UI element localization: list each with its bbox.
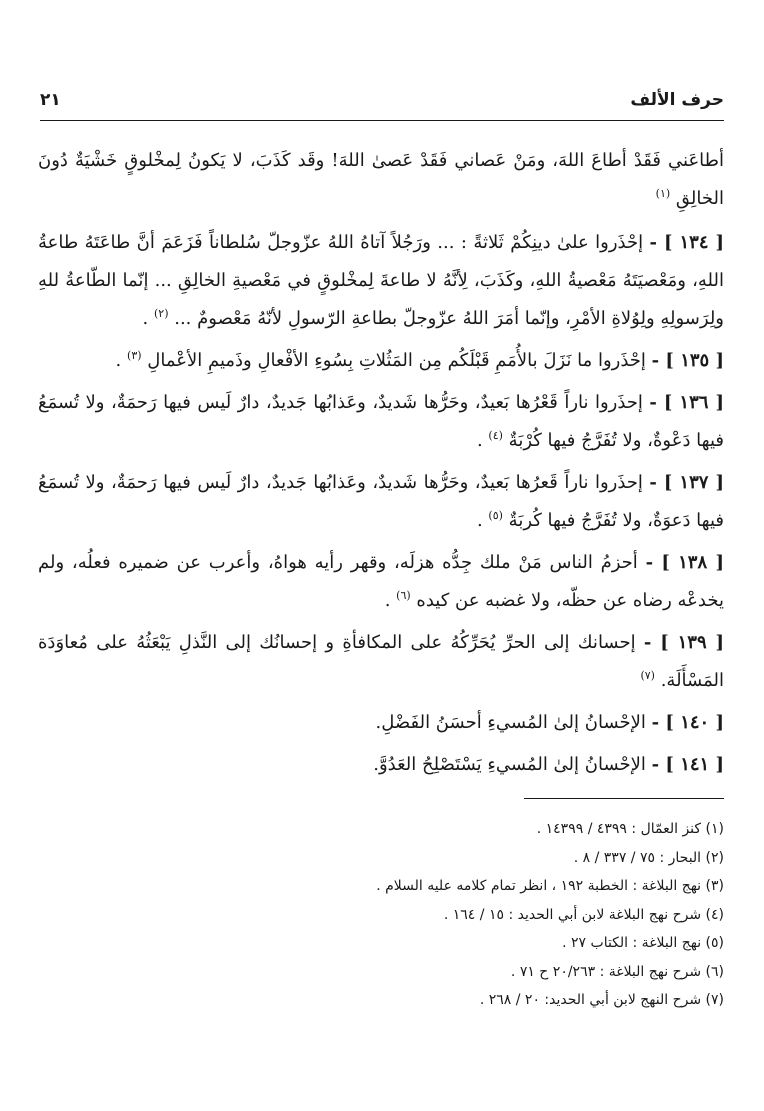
- paragraph-number: [ ١٤١ ] -: [651, 754, 724, 775]
- paragraph-number: [ ١٣٧ ] -: [649, 472, 724, 493]
- paragraph-141: [38, 746, 724, 784]
- paragraph-end: .: [115, 350, 122, 371]
- paragraph-text: أحزمُ الناس مَنْ ملك جِدُّه هزلَه، وقهر رأيه هواهُ، وأعرب عن ضميره فعلُه، ولم يخدعْه رضاه عن حظّه، ولا غضبه عن كيده: [38, 552, 724, 611]
- footnote-ref: (٣): [127, 349, 142, 362]
- footnote-ref: (٦): [396, 589, 411, 602]
- paragraph-continuation: [38, 142, 724, 218]
- footnote-ref: (١): [655, 187, 671, 200]
- paragraph-number: [ ١٣٨ ] -: [645, 552, 724, 573]
- main-text: [38, 142, 724, 788]
- page-number: ٢١: [40, 90, 61, 110]
- paragraph-134: [38, 224, 724, 338]
- paragraph-text: الإحْسانُ إلىٰ المُسيءِ يَسْتَصْلِحُ العَدُوَّ.: [373, 754, 646, 775]
- paragraph-text: إحذَروا ناراً قَعرُها بَعيدٌ، وحَرُّها شَديدٌ، وعَذابُها جَديدٌ، دارٌ لَيس فيها رَحمَةٌ، ولا تُسمَعُ فيها دَعوَةٌ، ولا تُفَرَّجُ فيها كُربَةٌ: [38, 472, 724, 531]
- footnote-ref: (٢): [153, 307, 169, 320]
- footnote-3: (٣) نهج البلاغة : الخطبة ١٩٢ ، انظر تمام كلامه عليه السلام .: [376, 878, 724, 894]
- paragraph-138: [38, 544, 724, 620]
- page-header: [40, 86, 724, 116]
- footnotes: [40, 815, 724, 1015]
- paragraph-137: [38, 464, 724, 540]
- paragraph-number: [ ١٣٤ ] -: [649, 232, 724, 253]
- footnote-7: (٧) شرح النهج لابن أبي الحديد: ٢٠ / ٢٦٨ .: [479, 992, 724, 1008]
- paragraph-end: .: [476, 430, 483, 451]
- paragraph-number: [ ١٤٠ ] -: [651, 712, 724, 733]
- paragraph-text: إحسانك إلى الحرِّ يُحَرِّكُهُ على المكافأةِ و إحسانُك إلى النَّذلِ يَبْعَثُهُ على مُعاوَدَة المَسْأَلَة.: [38, 632, 724, 691]
- footnote-ref: (٧): [640, 669, 655, 682]
- paragraph-number: [ ١٣٦ ] -: [649, 392, 724, 413]
- paragraph-139: [38, 624, 724, 700]
- paragraph-number: [ ١٣٩ ] -: [643, 632, 724, 653]
- header-title: حرف الألف: [630, 90, 724, 110]
- footnote-1: (١) كنز العمّال : ٤٣٩٩ / ١٤٣٩٩ .: [536, 821, 724, 837]
- paragraph-text: إحْذَروا ما نَزَلَ بالأُمَمِ قَبْلَكُم مِن المَثُلاتِ بِسُوءِ الأفْعالِ وذَميمِ الأعْمالِ: [147, 350, 646, 371]
- paragraph-text: الإحْسانُ إلىٰ المُسيءِ أحسَنُ الفَضْلِ.: [375, 712, 646, 733]
- footnote-ref: (٥): [488, 509, 503, 522]
- paragraph-135: [38, 342, 724, 380]
- paragraph-number: [ ١٣٥ ] -: [651, 350, 724, 371]
- footnote-4: (٤) شرح نهج البلاغة لابن أبي الحديد : ١٥ / ١٦٤ .: [443, 906, 724, 923]
- footnotes-divider: [524, 798, 724, 799]
- paragraph-end: .: [384, 590, 391, 611]
- footnote-ref: (٤): [488, 429, 503, 442]
- footnote-6: (٦) شرح نهج البلاغة : ٢٠/٢٦٣ ح ٧١ .: [510, 963, 724, 980]
- footnote-2: (٢) البحار : ٧٥ / ٣٣٧ / ٨ .: [573, 849, 724, 866]
- paragraph-end: .: [476, 510, 483, 531]
- footnote-5: (٥) نهج البلاغة : الكتاب ٢٧ .: [562, 935, 724, 951]
- paragraph-text: إحْذَروا علىٰ دينِكُمْ ثَلاثةً : ... ورَجُلاً آتاهُ اللهُ عزّوجلّ سُلطاناً فَزَعَمَ أنَّ طاعَتَهُ طاعةُ اللهِ، ومَعْصيَتَهُ مَعْصيةُ اللهِ، وكَذَبَ، لِأنَّهُ لا طاعةَ لِمخْلوقٍ في مَعْصيةِ الخالِقِ ... إنّما الطّاعةُ للهِ ولِرَسولِهِ ولِوُلاةِ الأمْرِ، وإنّما أمَرَ اللهُ عزّوجلّ بطاعةِ الرّسولِ لأنّهُ مَعْصومٌ ...: [38, 232, 724, 329]
- paragraph-end: .: [142, 308, 149, 329]
- header-divider: [40, 120, 724, 121]
- paragraph-text: إحذَروا ناراً قَعْرُها بَعيدٌ، وحَرُّها شَديدٌ، وعَذابُها جَديدٌ، دارٌ لَيس فيها رَحمَةٌ، ولا تُسمَعُ فيها دَعْوةٌ، ولا تُفَرَّجُ فيها كُرْبَةٌ: [38, 392, 724, 451]
- paragraph-text: أطاعَني فَقَدْ أطاعَ اللهَ، ومَنْ عَصاني فَقَدْ عَصىٰ اللهَ! وقَد كَذَبَ، لا يَكونُ لِمخْلوقٍ خَشْيَةٌ دُونَ الخالِقِ: [38, 150, 724, 209]
- paragraph-140: [38, 704, 724, 742]
- paragraph-136: [38, 384, 724, 460]
